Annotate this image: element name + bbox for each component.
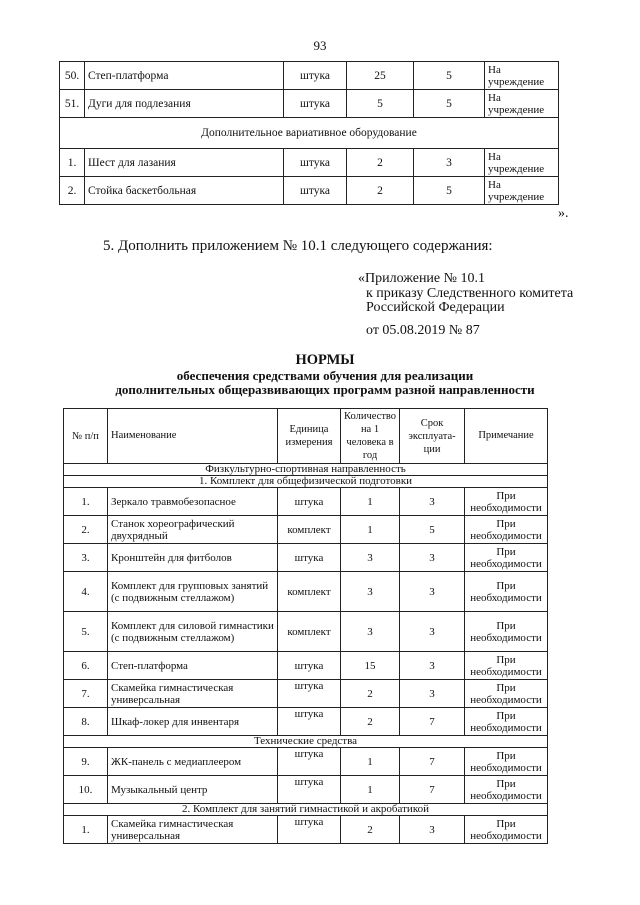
item-note: При необходимости — [465, 516, 548, 544]
item-note: При необходимости — [465, 816, 548, 844]
item-note: При необходимости — [465, 776, 548, 804]
item-quantity: 3 — [341, 612, 400, 652]
item-unit: штука — [278, 652, 341, 680]
item-term: 7 — [400, 748, 465, 776]
item-note: На учреждение — [485, 149, 559, 177]
item-term: 3 — [414, 149, 485, 177]
table-row — [60, 149, 559, 177]
item-term: 5 — [414, 62, 485, 90]
item-name: ЖК-панель с медиаплеером — [108, 748, 278, 776]
item-name: Комплект для групповых занятий (с подвижным стеллажом) — [108, 572, 278, 612]
item-unit: штука — [278, 488, 341, 516]
subsection-gymnastics: 2. Комплект для занятий гимнастикой и акробатикой — [64, 804, 548, 816]
item-unit: штука — [278, 776, 341, 804]
appendix-line-3: Российской Федерации — [366, 300, 505, 315]
item-note: При необходимости — [465, 612, 548, 652]
appendix-line-1: «Приложение № 10.1 — [358, 271, 485, 286]
general-training-rows — [64, 488, 548, 736]
item-quantity: 1 — [341, 776, 400, 804]
item-name: Станок хореографический двухрядный — [108, 516, 278, 544]
row-number: 2. — [60, 177, 85, 205]
item-unit: штука — [284, 90, 347, 118]
item-unit: штука — [284, 177, 347, 205]
item-unit: штука — [278, 544, 341, 572]
section-row — [64, 736, 548, 748]
row-number: 7. — [64, 680, 108, 708]
item-name: Скамейка гимнастическая универсальная — [108, 816, 278, 844]
header-qty: Количество на 1 человека в год — [341, 409, 400, 464]
table-row — [64, 748, 548, 776]
item-term: 3 — [400, 680, 465, 708]
section-optional-equipment: Дополнительное вариативное оборудование — [60, 118, 559, 149]
item-quantity: 2 — [341, 680, 400, 708]
row-number: 10. — [64, 776, 108, 804]
table1-bottom-rows — [60, 149, 559, 205]
subsection-general-training: 1. Комплект для общефизической подготовки — [64, 476, 548, 488]
item-term: 3 — [400, 612, 465, 652]
item-name: Шест для лазания — [85, 149, 284, 177]
row-number: 6. — [64, 652, 108, 680]
header-note: Примечание — [465, 409, 548, 464]
appendix-line-2: к приказу Следственного комитета — [366, 285, 574, 301]
item-quantity: 2 — [341, 708, 400, 736]
item-unit: комплект — [278, 516, 341, 544]
table-row — [60, 90, 559, 118]
row-number: 2. — [64, 516, 108, 544]
item-unit: штука — [278, 816, 341, 844]
header-num: № п/п — [64, 409, 108, 464]
appendix-date: от 05.08.2019 № 87 — [366, 323, 480, 338]
row-number: 9. — [64, 748, 108, 776]
item-note: При необходимости — [465, 708, 548, 736]
item-name: Дуги для подлезания — [85, 90, 284, 118]
equipment-table-continued — [59, 61, 559, 205]
table-row — [64, 544, 548, 572]
item-unit: штука — [278, 708, 341, 736]
item-note: При необходимости — [465, 488, 548, 516]
item-note: При необходимости — [465, 572, 548, 612]
item-note: При необходимости — [465, 680, 548, 708]
table-row — [64, 776, 548, 804]
item-quantity: 2 — [347, 177, 414, 205]
item-quantity: 1 — [341, 516, 400, 544]
item-unit: штука — [284, 149, 347, 177]
row-number: 3. — [64, 544, 108, 572]
item-name: Зеркало травмобезопасное — [108, 488, 278, 516]
item-note: При необходимости — [465, 544, 548, 572]
row-number: 1. — [64, 488, 108, 516]
row-number: 8. — [64, 708, 108, 736]
table-row — [64, 488, 548, 516]
row-number: 1. — [64, 816, 108, 844]
gymnastics-rows — [64, 816, 548, 844]
item-note: На учреждение — [485, 177, 559, 205]
item-note: На учреждение — [485, 62, 559, 90]
item-quantity: 1 — [341, 488, 400, 516]
item-quantity: 5 — [347, 90, 414, 118]
section-technical: Технические средства — [64, 736, 548, 748]
section-sport: Физкультурно-спортивная направленность — [64, 464, 548, 476]
item-quantity: 2 — [347, 149, 414, 177]
item-quantity: 1 — [341, 748, 400, 776]
item-term: 3 — [400, 488, 465, 516]
norms-title: НОРМЫ — [295, 352, 355, 368]
item-note: При необходимости — [465, 652, 548, 680]
item-unit: штука — [284, 62, 347, 90]
norms-subtitle-line-2: дополнительных общеразвивающих программ разной направленности — [115, 381, 535, 397]
item-name: Стойка баскетбольная — [85, 177, 284, 205]
row-number: 1. — [60, 149, 85, 177]
item-quantity: 2 — [341, 816, 400, 844]
row-number: 4. — [64, 572, 108, 612]
item-term: 7 — [400, 776, 465, 804]
section-row — [64, 464, 548, 476]
row-number: 51. — [60, 90, 85, 118]
item-unit: комплект — [278, 572, 341, 612]
item-term: 5 — [414, 90, 485, 118]
closing-quote: ». — [558, 206, 569, 221]
item-quantity: 3 — [341, 544, 400, 572]
item-term: 5 — [400, 516, 465, 544]
norms-subtitle — [70, 369, 580, 396]
item-name: Шкаф-локер для инвентаря — [108, 708, 278, 736]
table-row — [64, 816, 548, 844]
item-term: 3 — [400, 816, 465, 844]
table-row — [64, 572, 548, 612]
item-term: 3 — [400, 652, 465, 680]
item-quantity: 3 — [341, 572, 400, 612]
item-unit: штука — [278, 680, 341, 708]
item-term: 7 — [400, 708, 465, 736]
amendment-item-5: 5. Дополнить приложением № 10.1 следующего содержания: — [103, 238, 493, 254]
table1-top-rows — [60, 62, 559, 118]
item-name: Степ-платформа — [108, 652, 278, 680]
item-name: Кронштейн для фитболов — [108, 544, 278, 572]
item-name: Скамейка гимнастическая универсальная — [108, 680, 278, 708]
header-unit: Единица измерения — [278, 409, 341, 464]
norms-table-header — [64, 409, 548, 464]
appendix-heading — [358, 272, 573, 316]
row-number: 5. — [64, 612, 108, 652]
item-name: Комплект для силовой гимнастики (с подвижным стеллажом) — [108, 612, 278, 652]
table-row — [64, 680, 548, 708]
header-name: Наименование — [108, 409, 278, 464]
norms-table — [63, 408, 548, 844]
item-unit: штука — [278, 748, 341, 776]
table-row — [64, 612, 548, 652]
table1-section-row — [60, 118, 559, 149]
item-term: 3 — [400, 544, 465, 572]
table-row — [60, 62, 559, 90]
item-note: При необходимости — [465, 748, 548, 776]
item-unit: комплект — [278, 612, 341, 652]
table-row — [64, 516, 548, 544]
item-note: На учреждение — [485, 90, 559, 118]
item-name: Музыкальный центр — [108, 776, 278, 804]
item-term: 5 — [414, 177, 485, 205]
item-quantity: 15 — [341, 652, 400, 680]
item-term: 3 — [400, 572, 465, 612]
header-term: Срок эксплуата-ции — [400, 409, 465, 464]
page-number: 93 — [313, 38, 327, 53]
row-number: 50. — [60, 62, 85, 90]
table-row — [64, 708, 548, 736]
subsection-row — [64, 476, 548, 488]
item-name: Степ-платформа — [85, 62, 284, 90]
technical-rows — [64, 748, 548, 804]
table-row — [64, 652, 548, 680]
item-quantity: 25 — [347, 62, 414, 90]
table-row — [60, 177, 559, 205]
subsection-row — [64, 804, 548, 816]
norms-subtitle-line-1: обеспечения средствами обучения для реализации — [176, 368, 474, 383]
